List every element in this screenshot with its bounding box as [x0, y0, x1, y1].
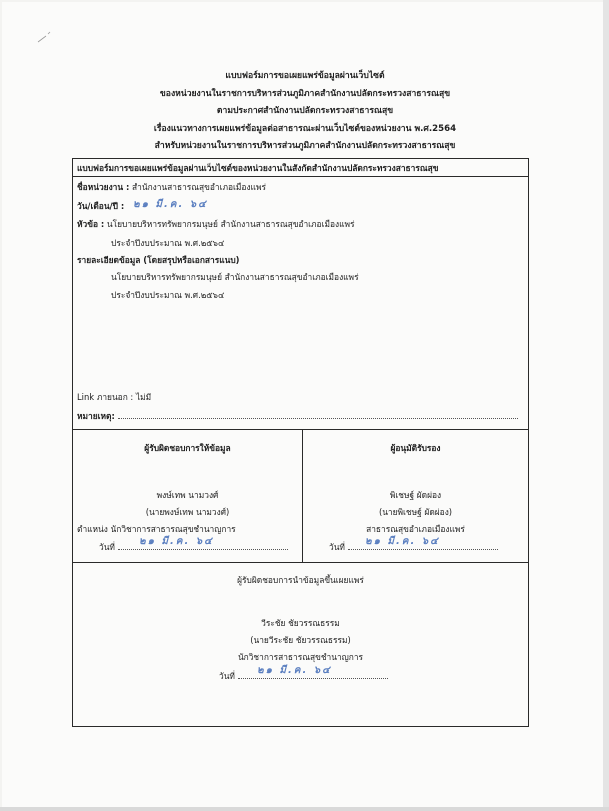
- approver-heading: ผู้อนุมัติรับรอง: [390, 443, 441, 453]
- header-line-4: เรื่องแนวทางการเผยแพร่ข้อมูลต่อสาธารณะผ่านเว็บไซต์ของหน่วยงาน พ.ศ.2564: [153, 123, 457, 134]
- date-stamp: ๒๑ มี.ค. ๖๔: [133, 199, 208, 210]
- document-header: [95, 68, 515, 156]
- publisher-date-stamp: ๒๑ มี.ค. ๖๔: [257, 665, 332, 676]
- scan-edge: [603, 0, 609, 811]
- pen-mark: [36, 30, 58, 44]
- approver-name-paren: (นายพิเชษฐ์ ผัดผ่อง): [378, 507, 453, 517]
- link-label: Link ภายนอก :: [77, 392, 134, 402]
- responsible-position: ตำแหน่ง นักวิชาการสาธารณสุขชำนาญการ: [77, 524, 236, 534]
- responsible-date-label: วันที่: [99, 542, 115, 552]
- unit-value: สำนักงานสาธารณสุขอำเภอเมืองแพร่: [132, 182, 266, 192]
- date-label: วัน/เดือน/ปี :: [77, 201, 125, 211]
- topic-line-1: นโยบายบริหารทรัพยากรมนุษย์ สำนักงานสาธารณสุขอำเภอเมืองแพร่: [106, 219, 355, 229]
- detail-label: รายละเอียดข้อมูล (โดยสรุปหรือเอกสารแนบ): [77, 255, 240, 265]
- topic-row: [77, 218, 355, 230]
- divider: [73, 562, 528, 563]
- header-line-3: ตามประกาศสำนักงานปลัดกระทรวงสาธารณสุข: [216, 106, 394, 116]
- topic-label: หัวข้อ :: [77, 219, 105, 229]
- scan-bottom-edge: [0, 807, 609, 811]
- detail-line-1: นโยบายบริหารทรัพยากรมนุษย์ สำนักงานสาธารณสุขอำเภอเมืองแพร่: [111, 272, 359, 282]
- approver-date-stamp: ๒๑ มี.ค. ๖๔: [365, 536, 440, 547]
- note-label: หมายเหตุ:: [77, 411, 115, 421]
- header-line-2: ของหน่วยงานในราชการบริหารส่วนภูมิภาคสำนักงานปลัดกระทรวงสาธารณสุข: [159, 88, 451, 99]
- responsible-date-stamp: ๒๑ มี.ค. ๖๔: [139, 536, 214, 547]
- publisher-name-paren: (นายวีระชัย ชัยวรรณธรรม): [250, 635, 351, 645]
- publisher-heading: ผู้รับผิดชอบการนำข้อมูลขึ้นเผยแพร่: [237, 575, 364, 585]
- approver-date-label: วันที่: [329, 542, 345, 552]
- note-dotted-line: [118, 409, 518, 419]
- header-line-5: สำหรับหน่วยงานในราชการบริหารส่วนภูมิภาคสำนักงานปลัดกระทรวงสาธารณสุข: [154, 141, 456, 151]
- form-table: [72, 158, 529, 727]
- divider: [73, 429, 528, 430]
- detail-line-2: ประจำปีงบประมาณ พ.ศ.๒๕๖๔: [111, 290, 225, 300]
- publisher-date-label: วันที่: [219, 671, 235, 681]
- note-row: [77, 409, 518, 422]
- publisher-name: วีระชัย ชัยวรรณธรรม: [261, 618, 340, 628]
- form-title: แบบฟอร์มการขอเผยแพร่ข้อมูลผ่านเว็บไซต์ของหน่วยงานในสังกัดสำนักงานปลัดกระทรวงสาธารณสุข: [77, 163, 439, 173]
- link-value: ไม่มี: [135, 392, 152, 402]
- responsible-name: พงษ์เทพ นามวงศ์: [156, 490, 219, 500]
- header-line-1: แบบฟอร์มการขอเผยแพร่ข้อมูลผ่านเว็บไซต์: [225, 71, 385, 81]
- link-row: [77, 391, 151, 403]
- approver-name: พิเชษฐ์ ผัดผ่อง: [389, 490, 442, 500]
- topic-line-2: ประจำปีงบประมาณ พ.ศ.๒๕๖๔: [111, 238, 225, 248]
- unit-label: ชื่อหน่วยงาน :: [77, 182, 130, 192]
- responsible-name-paren: (นายพงษ์เทพ นามวงศ์): [145, 507, 230, 517]
- approver-position: สาธารณสุขอำเภอเมืองแพร่: [366, 524, 465, 534]
- unit-row: [77, 181, 266, 193]
- divider: [73, 176, 528, 177]
- responsible-heading: ผู้รับผิดชอบการให้ข้อมูล: [144, 443, 231, 453]
- publisher-position: นักวิชาการสาธารณสุขชำนาญการ: [237, 652, 364, 662]
